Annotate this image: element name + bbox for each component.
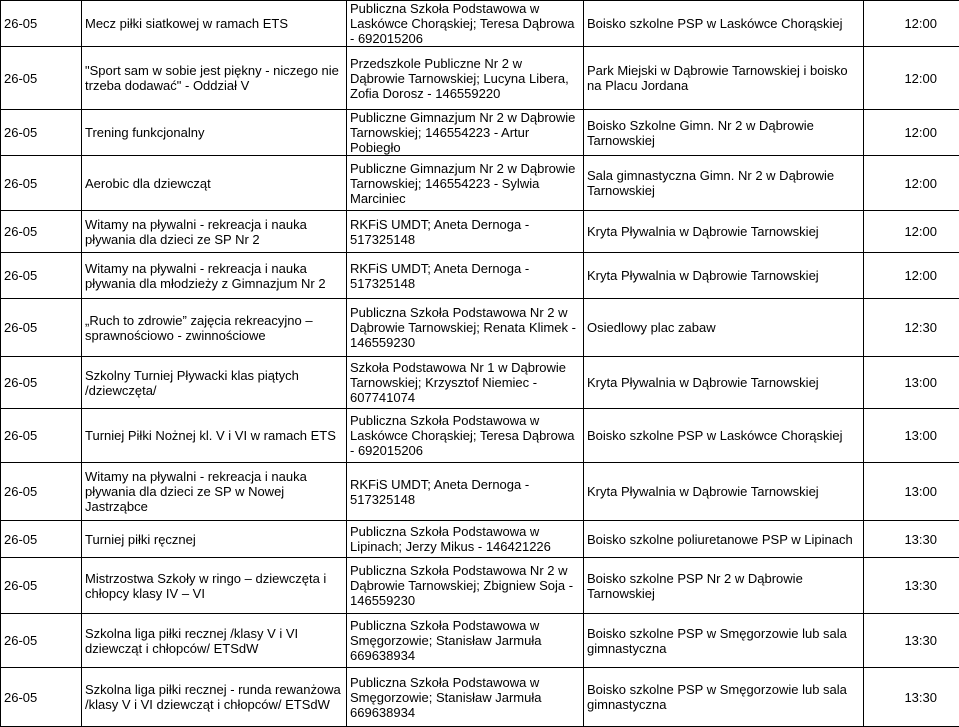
place-cell: Kryta Pływalnia w Dąbrowie Tarnowskiej [584,211,864,253]
table-row [1,1,959,47]
date-cell: 26-05 [1,668,82,727]
place-cell: Kryta Pływalnia w Dąbrowie Tarnowskiej [584,463,864,521]
time-cell: 13:30 [864,558,959,614]
date-cell: 26-05 [1,110,82,156]
date-cell: 26-05 [1,299,82,357]
organizer-cell: Publiczna Szkoła Podstawowa w Laskówce Chorąskiej; Teresa Dąbrowa - 692015206 [347,409,584,463]
time-cell: 12:30 [864,299,959,357]
time-cell: 12:00 [864,47,959,110]
event-cell: „Ruch to zdrowie” zajęcia rekreacyjno – sprawnościowo - zwinnościowe [82,299,347,357]
organizer-cell: Przedszkole Publiczne Nr 2 w Dąbrowie Tarnowskiej; Lucyna Libera, Zofia Dorosz - 146559220 [347,47,584,110]
place-cell: Kryta Pływalnia w Dąbrowie Tarnowskiej [584,253,864,299]
organizer-cell: Publiczna Szkoła Podstawowa Nr 2 w Dąbrowie Tarnowskiej; Zbigniew Soja - 146559230 [347,558,584,614]
event-cell: Witamy na pływalni - rekreacja i nauka pływania dla dzieci ze SP Nr 2 [82,211,347,253]
place-cell: Boisko szkolne PSP w Laskówce Chorąskiej [584,409,864,463]
event-cell: Witamy na pływalni - rekreacja i nauka pływania dla młodzieży z Gimnazjum Nr 2 [82,253,347,299]
table-row [1,558,959,614]
table-row [1,253,959,299]
place-cell: Boisko szkolne PSP w Smęgorzowie lub sala gimnastyczna [584,614,864,668]
time-cell: 13:30 [864,521,959,558]
date-cell: 26-05 [1,463,82,521]
organizer-cell: RKFiS UMDT; Aneta Dernoga - 517325148 [347,253,584,299]
event-cell: Szkolna liga piłki recznej - runda rewanżowa /klasy V i VI dziewcząt i chłopców/ ETSdW [82,668,347,727]
date-cell: 26-05 [1,47,82,110]
event-cell: Turniej Piłki Nożnej kl. V i VI w ramach ETS [82,409,347,463]
date-cell: 26-05 [1,521,82,558]
event-cell: Szkolny Turniej Pływacki klas piątych /dziewczęta/ [82,357,347,409]
event-cell: Witamy na pływalni - rekreacja i nauka pływania dla dzieci ze SP w Nowej Jastrząbce [82,463,347,521]
place-cell: Kryta Pływalnia w Dąbrowie Tarnowskiej [584,357,864,409]
organizer-cell: Szkoła Podstawowa Nr 1 w Dąbrowie Tarnowskiej; Krzysztof Niemiec - 607741074 [347,357,584,409]
time-cell: 12:00 [864,156,959,211]
event-cell: Mistrzostwa Szkoły w ringo – dziewczęta i chłopcy klasy IV – VI [82,558,347,614]
table-row [1,211,959,253]
table-row [1,409,959,463]
time-cell: 12:00 [864,1,959,47]
organizer-cell: RKFiS UMDT; Aneta Dernoga - 517325148 [347,463,584,521]
date-cell: 26-05 [1,1,82,47]
table-row [1,614,959,668]
organizer-cell: Publiczne Gimnazjum Nr 2 w Dąbrowie Tarnowskiej; 146554223 - Artur Pobiegło [347,110,584,156]
time-cell: 13:00 [864,357,959,409]
date-cell: 26-05 [1,253,82,299]
event-cell: Trening funkcjonalny [82,110,347,156]
event-cell: Szkolna liga piłki recznej /klasy V i VI dziewcząt i chłopców/ ETSdW [82,614,347,668]
time-cell: 13:30 [864,668,959,727]
time-cell: 13:00 [864,463,959,521]
table-row [1,357,959,409]
organizer-cell: Publiczna Szkoła Podstawowa w Lipinach; Jerzy Mikus - 146421226 [347,521,584,558]
place-cell: Boisko szkolne PSP w Laskówce Chorąskiej [584,1,864,47]
organizer-cell: Publiczna Szkoła Podstawowa w Smęgorzowie; Stanisław Jarmuła 669638934 [347,668,584,727]
table-row [1,47,959,110]
organizer-cell: RKFiS UMDT; Aneta Dernoga - 517325148 [347,211,584,253]
table-row [1,110,959,156]
organizer-cell: Publiczne Gimnazjum Nr 2 w Dąbrowie Tarnowskiej; 146554223 - Sylwia Marciniec [347,156,584,211]
schedule-body [1,1,959,727]
date-cell: 26-05 [1,614,82,668]
time-cell: 13:00 [864,409,959,463]
event-cell: Turniej piłki ręcznej [82,521,347,558]
place-cell: Sala gimnastyczna Gimn. Nr 2 w Dąbrowie Tarnowskiej [584,156,864,211]
event-cell: Mecz piłki siatkowej w ramach ETS [82,1,347,47]
table-row [1,299,959,357]
date-cell: 26-05 [1,409,82,463]
event-cell: "Sport sam w sobie jest piękny - niczego nie trzeba dodawać" - Oddział V [82,47,347,110]
date-cell: 26-05 [1,558,82,614]
organizer-cell: Publiczna Szkoła Podstawowa Nr 2 w Dąbrowie Tarnowskiej; Renata Klimek - 146559230 [347,299,584,357]
place-cell: Boisko Szkolne Gimn. Nr 2 w Dąbrowie Tarnowskiej [584,110,864,156]
table-row [1,668,959,727]
time-cell: 12:00 [864,211,959,253]
organizer-cell: Publiczna Szkoła Podstawowa w Laskówce Chorąskiej; Teresa Dąbrowa - 692015206 [347,1,584,47]
place-cell: Boisko szkolne poliuretanowe PSP w Lipinach [584,521,864,558]
date-cell: 26-05 [1,156,82,211]
time-cell: 12:00 [864,110,959,156]
place-cell: Park Miejski w Dąbrowie Tarnowskiej i boisko na Placu Jordana [584,47,864,110]
organizer-cell: Publiczna Szkoła Podstawowa w Smęgorzowie; Stanisław Jarmuła 669638934 [347,614,584,668]
place-cell: Osiedlowy plac zabaw [584,299,864,357]
time-cell: 13:30 [864,614,959,668]
date-cell: 26-05 [1,357,82,409]
time-cell: 12:00 [864,253,959,299]
table-row [1,463,959,521]
place-cell: Boisko szkolne PSP w Smęgorzowie lub sala gimnastyczna [584,668,864,727]
event-cell: Aerobic dla dziewcząt [82,156,347,211]
table-row [1,156,959,211]
date-cell: 26-05 [1,211,82,253]
place-cell: Boisko szkolne PSP Nr 2 w Dąbrowie Tarnowskiej [584,558,864,614]
table-row [1,521,959,558]
